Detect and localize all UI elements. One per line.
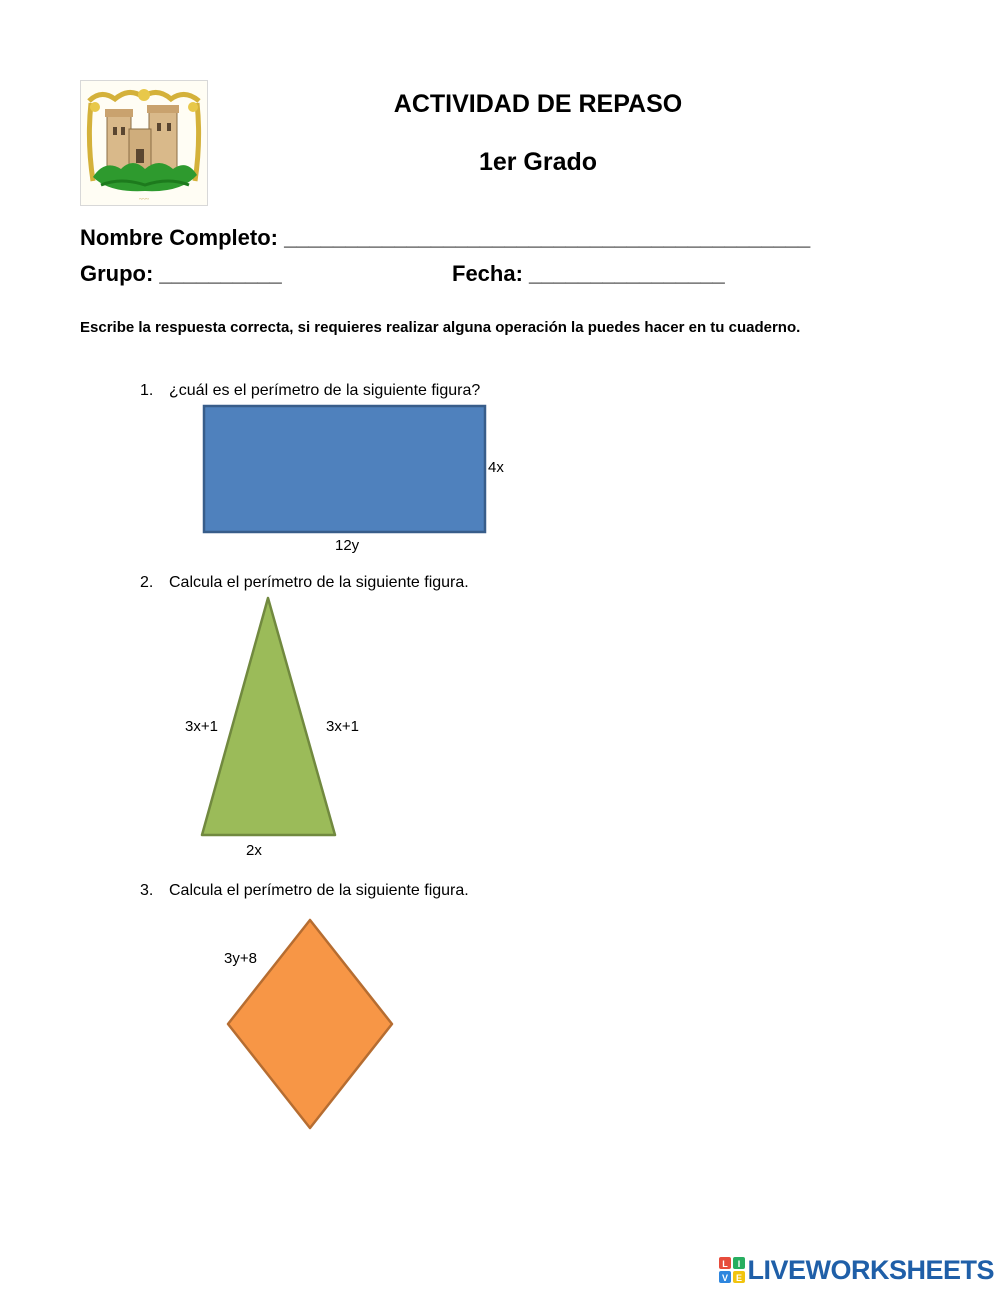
- instructions-text: Escribe la respuesta correcta, si requieres realizar alguna operación la puedes hacer en tu cuaderno.: [80, 319, 801, 336]
- question-3: [140, 882, 469, 900]
- liveworksheets-brand[interactable]: [719, 1252, 994, 1288]
- question-2: [140, 574, 469, 592]
- svg-text:E: E: [736, 1273, 743, 1283]
- group-field[interactable]: Grupo: __________: [80, 261, 282, 286]
- grade-title: 1er Grado: [478, 148, 598, 176]
- svg-text:V: V: [722, 1273, 729, 1283]
- page-title: ACTIVIDAD DE REPASO: [393, 90, 683, 118]
- svg-text:I: I: [738, 1259, 741, 1269]
- question-number: 2.: [140, 574, 154, 591]
- question-text: ¿cuál es el perímetro de la siguiente figura?: [169, 382, 481, 399]
- rectangle-side-label: 4x: [488, 459, 504, 476]
- triangle-figure: [202, 598, 335, 835]
- triangle-right-label: 3x+1: [326, 718, 359, 735]
- svg-text:L: L: [722, 1259, 729, 1269]
- liveworksheets-logo-icon: [719, 1257, 745, 1283]
- question-number: 1.: [140, 382, 154, 399]
- question-text: Calcula el perímetro de la siguiente figura.: [169, 882, 469, 899]
- svg-text:~~~: ~~~: [139, 197, 149, 203]
- full-name-field[interactable]: Nombre Completo: ___________________________________________: [80, 225, 811, 250]
- rectangle-bottom-label: 12y: [335, 537, 360, 554]
- rectangle-figure: [204, 406, 485, 532]
- triangle-left-label: 3x+1: [185, 718, 218, 735]
- rhombus-side-label: 3y+8: [224, 950, 257, 967]
- brand-name: LIVEWORKSHEETS: [747, 1254, 994, 1285]
- triangle-base-label: 2x: [246, 842, 262, 859]
- question-number: 3.: [140, 882, 154, 899]
- date-field[interactable]: Fecha: ________________: [452, 261, 725, 286]
- question-text: Calcula el perímetro de la siguiente figura.: [169, 574, 469, 591]
